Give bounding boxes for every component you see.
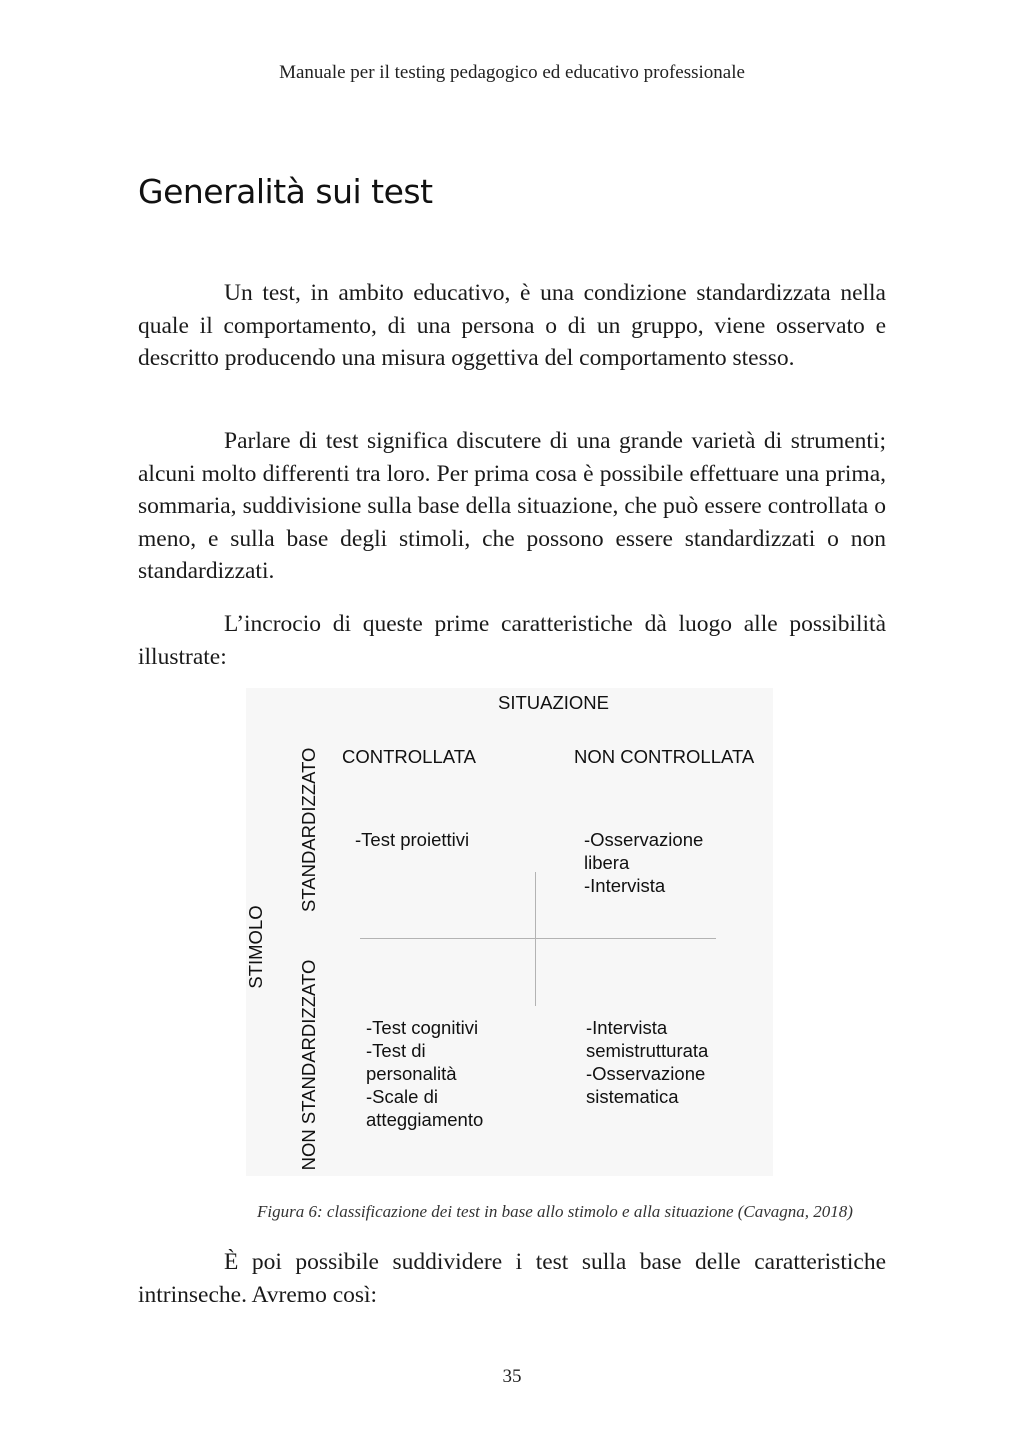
figure-cell-std-controllata: -Test proiettivi xyxy=(355,829,470,850)
figure-heading-stimolo: STIMOLO xyxy=(245,905,266,989)
figure-column-controllata: CONTROLLATA xyxy=(342,746,476,767)
paragraph-classification: Parlare di test significa discutere di una grande varietà di strumenti; alcuni molto differenti tra loro. Per prima cosa è possibile effettuare una prima, sommaria, suddivisione sulla base della situazione, che può essere controllata o meno, e sulla base degli stimoli, che possono essere standardizzati o non standardizzati. xyxy=(138,428,886,584)
figure-heading-situazione: SITUAZIONE xyxy=(498,692,610,713)
figure-cell-nonstd-non-controllata: -Intervista semistrutturata -Osservazione sistematica xyxy=(586,1017,709,1107)
figure-cell-std-non-controllata: -Osservazione libera -Intervista xyxy=(584,829,704,896)
classification-figure xyxy=(246,688,773,1176)
figure-row-standardizzato: STANDARDIZZATO xyxy=(298,747,319,912)
paragraph-intro-figure: L’incrocio di queste prime caratteristiche dà luogo alle possibilità illustrate: xyxy=(138,611,886,670)
paragraph-closing: È poi possibile suddividere i test sulla base delle caratteristiche intrinseche. Avremo così: xyxy=(138,1249,886,1308)
section-title: Generalità sui test xyxy=(138,172,433,211)
running-header: Manuale per il testing pedagogico ed educativo professionale xyxy=(279,62,745,83)
figure-cell-nonstd-controllata: -Test cognitivi -Test di personalità -Scale di atteggiamento xyxy=(366,1017,484,1130)
figure-row-non-standardizzato: NON STANDARDIZZATO xyxy=(298,959,319,1171)
figure-column-non-controllata: NON CONTROLLATA xyxy=(574,746,755,767)
page-number: 35 xyxy=(502,1366,522,1387)
paragraph-definition: Un test, in ambito educativo, è una condizione standardizzata nella quale il comportamento, di una persona o di un gruppo, viene osservato e descritto producendo una misura oggettiva del comportamento stesso. xyxy=(138,280,886,371)
figure-caption: Figura 6: classificazione dei test in base allo stimolo e alla situazione (Cavagna, 2018) xyxy=(257,1202,853,1221)
figure-horizontal-divider xyxy=(360,938,716,939)
figure-vertical-divider xyxy=(535,872,536,1006)
